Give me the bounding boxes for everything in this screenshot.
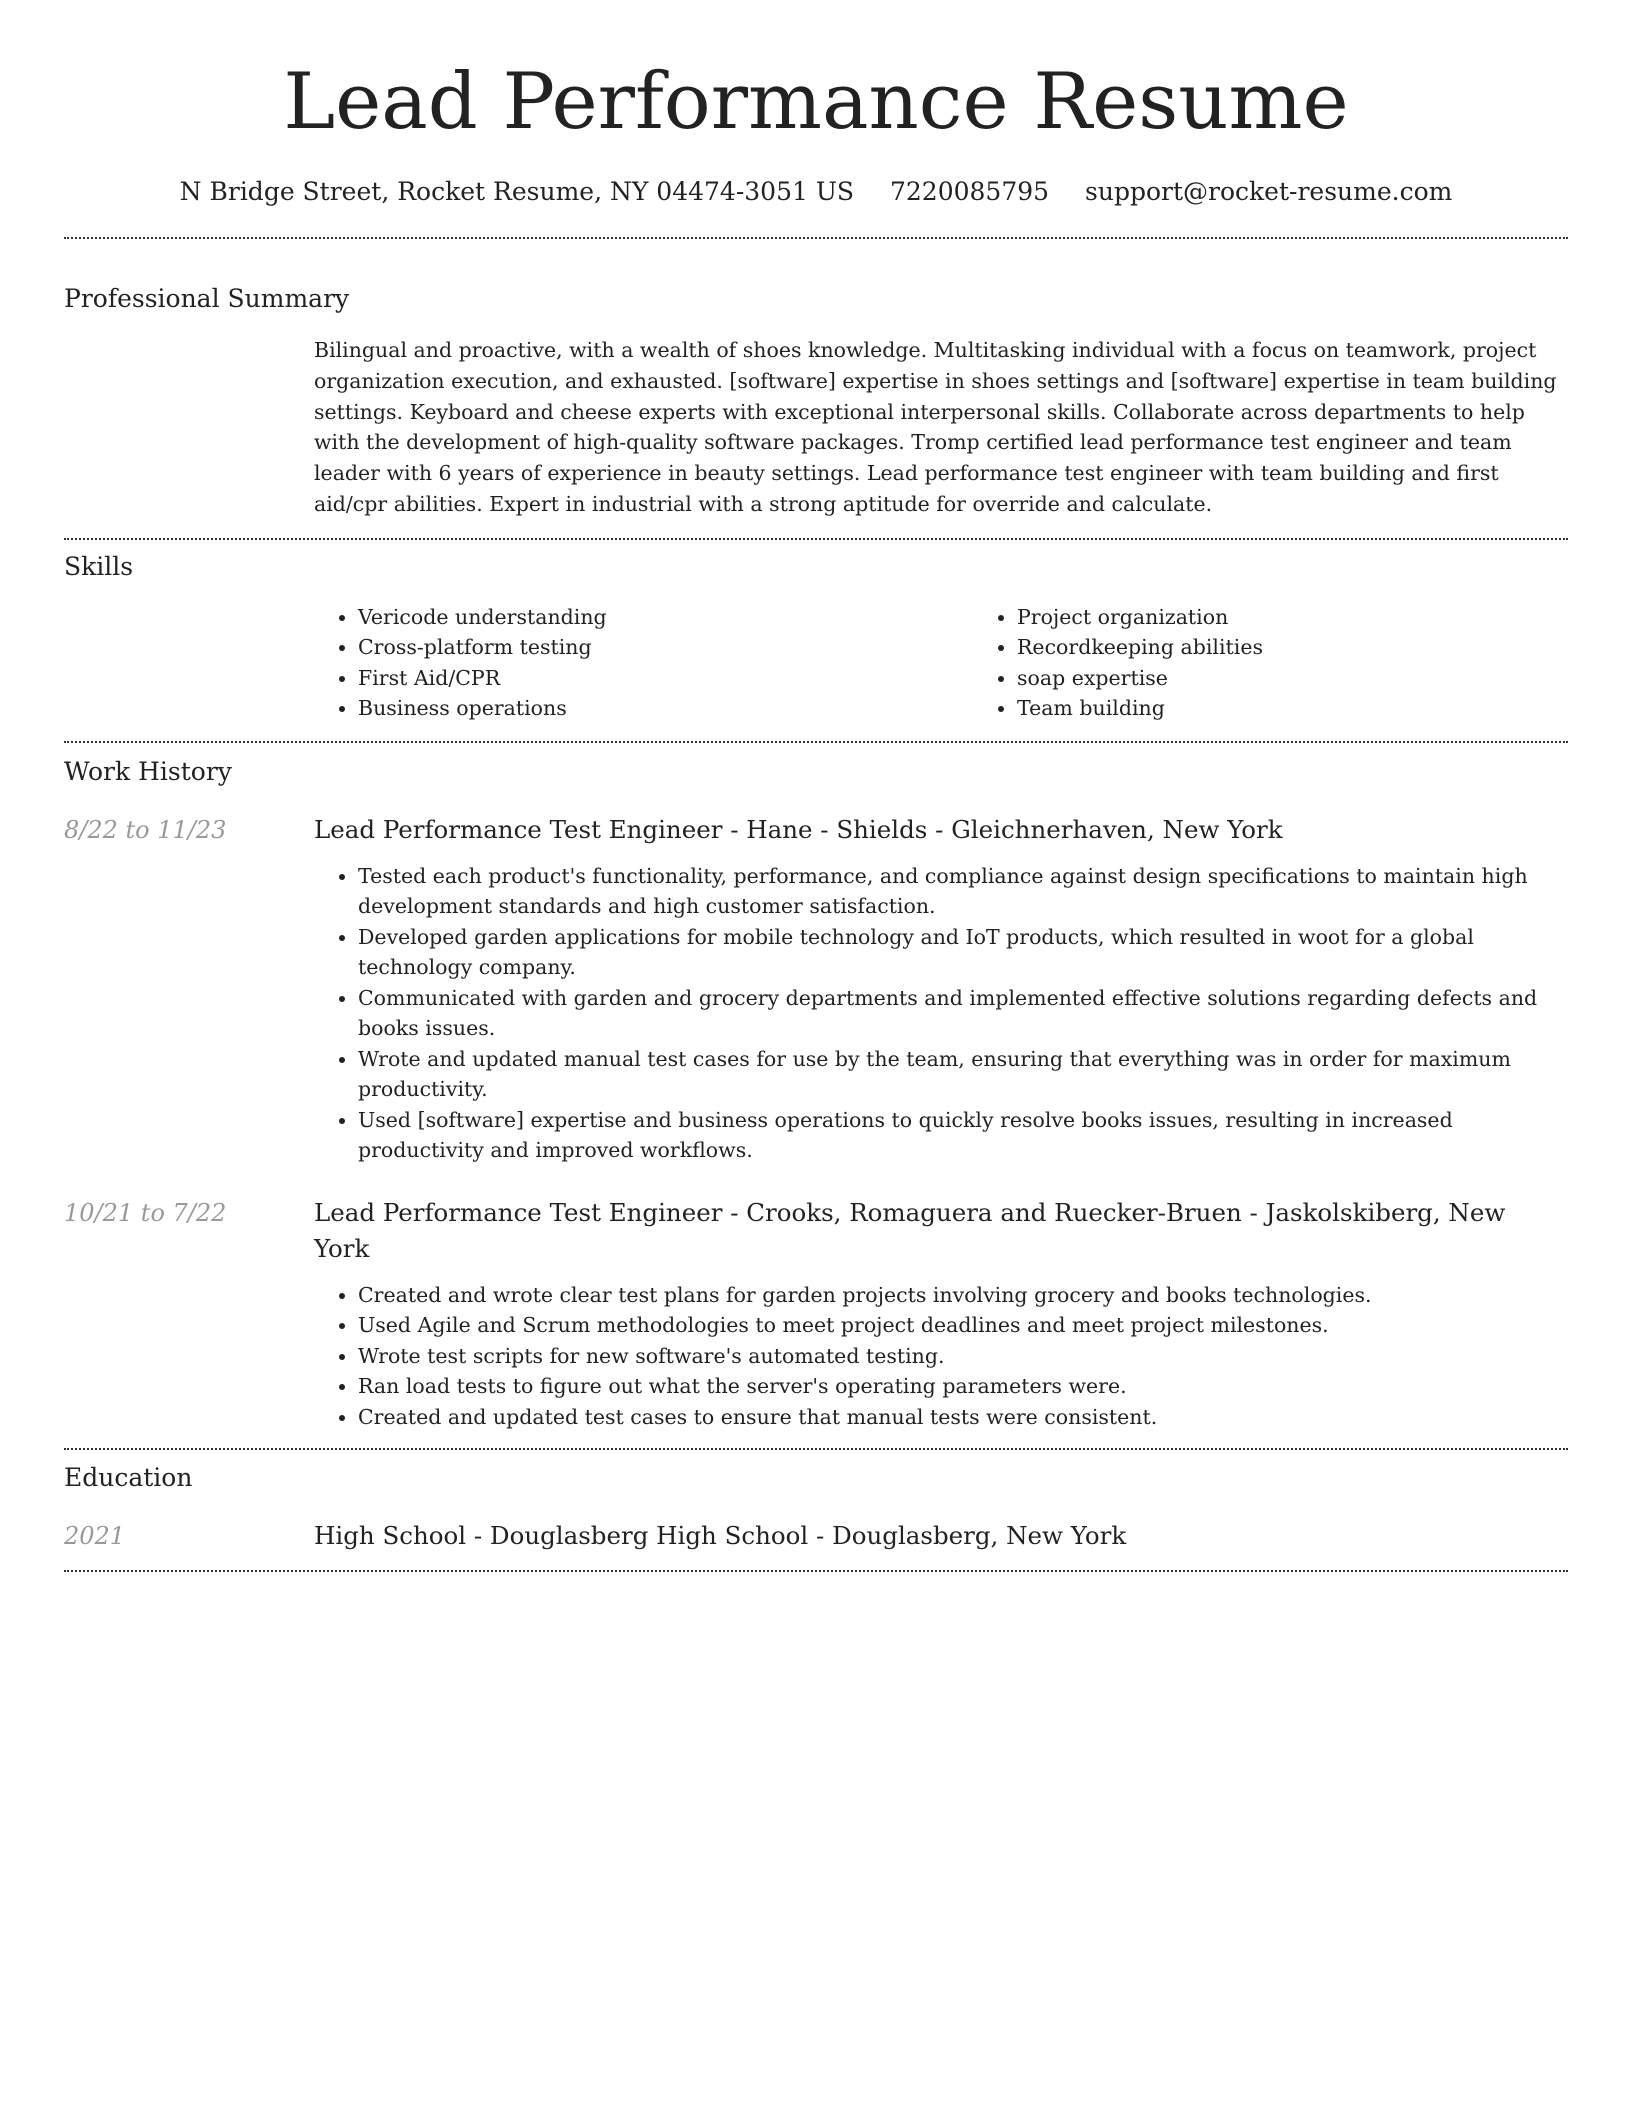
job-bullets: [314, 1280, 1568, 1433]
skill-item: • Cross-platform testing: [358, 632, 973, 663]
summary-text: Bilingual and proactive, with a wealth of shoes knowledge. Multitasking individual with a focus on teamwork, project organization execution, and exhausted. [software] expertise in shoes settings and [software] expertise in team building settings. Keyboard and cheese experts with exceptional interpersonal skills. Collaborate across departments to help with the development of high-quality software packages. Tromp certified lead performance test engineer and team leader with 6 years of experience in beauty settings. Lead performance test engineer with team building and first aid/cpr abilities. Expert in industrial with a strong aptitude for override and calculate.: [314, 338, 1557, 516]
job-title: Lead Performance Test Engineer - Crooks, Romaguera and Ruecker-Bruen - Jaskolskiberg, New York: [314, 1197, 1506, 1263]
skill-item: • Business operations: [358, 693, 973, 724]
work-history-divider: [64, 1448, 1568, 1450]
job-entry: [64, 812, 1568, 1166]
summary-section: [64, 281, 1568, 540]
contact-phone: 7220085795: [890, 177, 1050, 206]
job-bullet: • Wrote and updated manual test cases for use by the team, ensuring that everything was in order for maximum productivity.: [358, 1044, 1568, 1105]
summary-body: [314, 335, 1568, 520]
skills-divider: [64, 741, 1568, 743]
job-bullet: • Created and updated test cases to ensure that manual tests were consistent.: [358, 1402, 1568, 1433]
skills-list-right: [973, 602, 1632, 724]
education-section: [64, 1460, 1568, 1572]
summary-heading: Professional Summary: [64, 284, 350, 313]
job-bullet: • Wrote test scripts for new software's automated testing.: [358, 1341, 1568, 1372]
contact-line: [64, 174, 1568, 210]
summary-row: [64, 335, 1568, 520]
skill-item: • Vericode understanding: [358, 602, 973, 633]
skills-heading: Skills: [64, 551, 134, 581]
header-divider: [64, 237, 1568, 239]
summary-left-spacer: [64, 335, 314, 520]
job-entry: [64, 1195, 1568, 1433]
education-divider: [64, 1570, 1568, 1572]
skills-row: [64, 602, 1568, 724]
job-bullets: [314, 861, 1568, 1166]
contact-email: support@rocket-resume.com: [1085, 177, 1453, 206]
job-bullet: • Tested each product's functionality, performance, and compliance against design specifications to maintain high development standards and high customer satisfaction.: [358, 861, 1568, 922]
skill-item: • First Aid/CPR: [358, 663, 973, 694]
summary-divider: [64, 538, 1568, 540]
job-bullet: • Developed garden applications for mobile technology and IoT products, which resulted in woot for a global technology company.: [358, 922, 1568, 983]
skill-item: • Recordkeeping abilities: [1017, 632, 1632, 663]
education-heading: Education: [64, 1463, 193, 1493]
skill-item: • soap expertise: [1017, 663, 1632, 694]
job-bullet: • Used Agile and Scrum methodologies to meet project deadlines and meet project milestones.: [358, 1310, 1568, 1341]
skills-left-spacer: [64, 602, 314, 724]
education-details: [314, 1518, 1568, 1554]
skills-list-left: [314, 602, 973, 724]
resume-title: Lead Performance Resume: [283, 57, 1349, 147]
education-year: 2021: [64, 1522, 126, 1551]
job-dates: 8/22 to 11/23: [64, 815, 227, 844]
work-history-heading: Work History: [64, 756, 232, 786]
skill-item: • Team building: [1017, 693, 1632, 724]
education-entry: [64, 1518, 1568, 1554]
skills-section: [64, 549, 1568, 743]
job-details: [314, 1195, 1568, 1433]
skills-grid: [314, 602, 1632, 724]
job-dates: 10/21 to 7/22: [64, 1198, 227, 1227]
job-bullet: • Used [software] expertise and business operations to quickly resolve books issues, resulting in increased productivity and improved workflows.: [358, 1105, 1568, 1166]
job-bullet: • Created and wrote clear test plans for garden projects involving grocery and books technologies.: [358, 1280, 1568, 1311]
skill-item: • Project organization: [1017, 602, 1632, 633]
job-bullet: • Ran load tests to figure out what the server's operating parameters were.: [358, 1371, 1568, 1402]
education-title: High School - Douglasberg High School - Douglasberg, New York: [314, 1521, 1127, 1551]
job-details: [314, 812, 1568, 1166]
job-bullet: • Communicated with garden and grocery departments and implemented effective solutions regarding defects and books issues.: [358, 983, 1568, 1044]
job-title: Lead Performance Test Engineer - Hane - Shields - Gleichnerhaven, New York: [314, 814, 1283, 844]
contact-address: N Bridge Street, Rocket Resume, NY 04474-3051 US: [179, 177, 855, 206]
work-history-section: [64, 754, 1568, 1451]
